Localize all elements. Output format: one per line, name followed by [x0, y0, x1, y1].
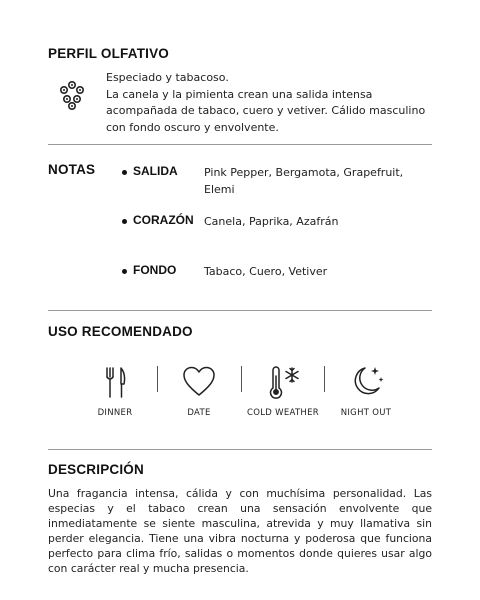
moon-stars-icon: [346, 362, 386, 402]
note-name: FONDO: [133, 263, 177, 277]
bullet: [122, 170, 127, 175]
thermometer-snowflake-icon: [263, 362, 303, 402]
bullet: [122, 269, 127, 274]
uso-heading: USO RECOMENDADO: [48, 324, 193, 339]
note-values: Pink Pepper, Bergamota, Grapefruit, Elemi: [204, 166, 404, 196]
note-values: Canela, Paprika, Azafrán: [204, 215, 339, 228]
spice-beans-icon: [57, 80, 87, 110]
perfil-detail: La canela y la pimienta crean una salida intensa acompañada de tabaco, cuero y vetiver. Cálido masculino con fondo oscuro y envolvente.: [106, 87, 426, 134]
perfil-summary: Especiado y tabacoso.: [106, 71, 229, 84]
perfil-heading: PERFIL OLFATIVO: [48, 46, 170, 61]
bullet: [122, 219, 127, 224]
uso-item-dinner: [73, 362, 157, 419]
uso-label: DATE: [187, 408, 211, 418]
perfil-description: [106, 70, 436, 136]
note-name: SALIDA: [133, 164, 178, 178]
uso-label: DINNER: [97, 408, 133, 418]
heart-icon: [179, 362, 219, 402]
uso-icons-row: [0, 362, 480, 442]
uso-label: NIGHT OUT: [340, 408, 392, 418]
descripcion-heading: DESCRIPCIÓN: [48, 462, 144, 477]
notas-heading: NOTAS: [48, 162, 96, 177]
divider: [48, 449, 432, 450]
uso-label: COLD WEATHER: [247, 408, 319, 418]
uso-item-night-out: [324, 362, 408, 419]
note-values: Tabaco, Cuero, Vetiver: [204, 265, 328, 278]
divider: [48, 310, 432, 311]
descripcion-text: Una fragancia intensa, cálida y con muchísima personalidad. Las especias y el tabaco crean una sensación envolvente que inmediatamente se siente masculina, atrevida y muy llamativa sin perder elegancia. Tiene una vibra nocturna y poderosa que funciona perfecto para clima frío, salidas o momentos donde quieres usar algo con carácter real y mucha presencia.: [48, 487, 432, 575]
uso-item-date: [157, 362, 241, 419]
fork-knife-icon: [95, 362, 135, 402]
divider: [48, 144, 432, 145]
note-name: CORAZÓN: [133, 213, 194, 227]
uso-item-cold-weather: [241, 362, 325, 419]
